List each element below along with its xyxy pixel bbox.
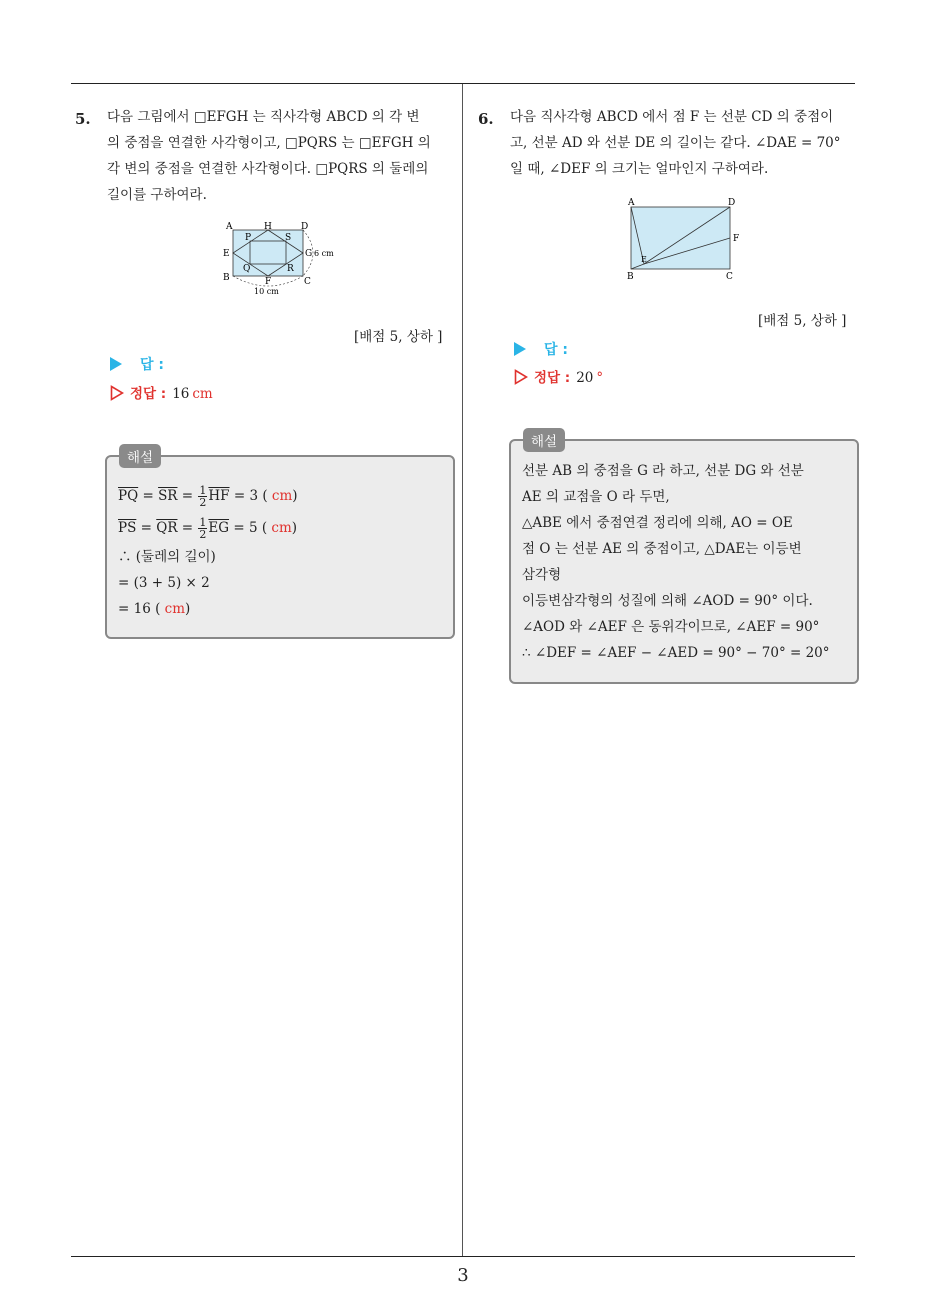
score-label: [배점 5, 상하 ] (758, 313, 847, 329)
answer-line: 답 : (110, 354, 164, 374)
score-label: [배점 5, 상하 ] (354, 329, 443, 345)
label-width: 10 cm (254, 287, 279, 296)
label-b: B (627, 272, 634, 282)
correct-answer-line: 정답 : 16 cm (110, 382, 213, 402)
label-c: C (726, 272, 733, 282)
label-h: H (264, 222, 272, 232)
label-r: R (287, 264, 294, 274)
explanation-tag: 해설 (523, 428, 565, 452)
label-a: A (226, 222, 233, 232)
label-e: E (641, 255, 647, 264)
bottom-rule (71, 1256, 855, 1257)
correct-answer-line: 정답 : 20 ° (514, 366, 603, 386)
column-divider (462, 84, 463, 1256)
label-a: A (628, 198, 635, 208)
label-f: F (265, 277, 272, 287)
explanation-text: 선분 AB 의 중점을 G 라 하고, 선분 DG 와 선분 AE 의 교점을 O 라 두면, △ABE 에서 중점연결 정리에 의해, AO = OE 점 O 는 선분 AE 의 중점이고, △DAE는 이등변 삼각형 이등변삼각형의 성질에 의해 ∠AOD = 90° 이다. ∠AOD 와 ∠AEF 은 동위각이므로, ∠AEF = 90° ∴ ∠DEF = ∠AEF − ∠AED = 90° − 70° = 20° (522, 463, 830, 661)
question-number: 5. (75, 110, 91, 128)
label-g: G (305, 249, 313, 259)
label-q: Q (243, 264, 251, 274)
page-number: 3 (457, 1265, 469, 1286)
answer-line: 답 : (514, 339, 568, 359)
top-rule (71, 83, 855, 84)
question-number: 6. (478, 110, 494, 128)
outline-triangle-icon (514, 369, 528, 385)
question-text: 다음 직사각형 ABCD 에서 점 F 는 선분 CD 의 중점이 고, 선분 AD 와 선분 DE 의 길이는 같다. ∠DAE = 70° 일 때, ∠DEF 의 크기는 얼마인지 구하여라. (510, 109, 841, 177)
explanation-tag: 해설 (119, 444, 161, 468)
label-b: B (223, 273, 230, 283)
label-d: D (728, 198, 736, 208)
play-icon (110, 357, 122, 371)
label-height: 6 cm (314, 249, 334, 258)
rectangle-figure-6 (622, 194, 747, 282)
explanation-text: $\overline{PQ} = \overline{SR}$ = $\frac{1}{2}$ $\overline{HF} = 3$ ( cm) $\overline{PS} = \overline{QR}$ = $\frac{1}{2}$ $\overline{EG} = 5$ ( cm) ∴ (둘레의 길이) = (3 + 5) × 2 = 16 ( cm) (118, 484, 298, 617)
question-text: 다음 그림에서 □EFGH 는 직사각형 ABCD 의 각 변 의 중점을 연결한 사각형이고, □PQRS 는 □EFGH 의 각 변의 중점을 연결한 사각형이다. □PQRS 의 둘레의 길이를 구하여라. (107, 109, 431, 203)
label-d: D (301, 222, 309, 232)
label-e: E (223, 249, 230, 259)
rectangle-figure-5 (218, 218, 343, 296)
play-icon (514, 342, 526, 356)
label-s: S (285, 233, 292, 243)
label-p: P (245, 233, 252, 243)
outline-triangle-icon (110, 385, 124, 401)
label-c: C (304, 277, 311, 287)
label-f: F (733, 234, 740, 244)
